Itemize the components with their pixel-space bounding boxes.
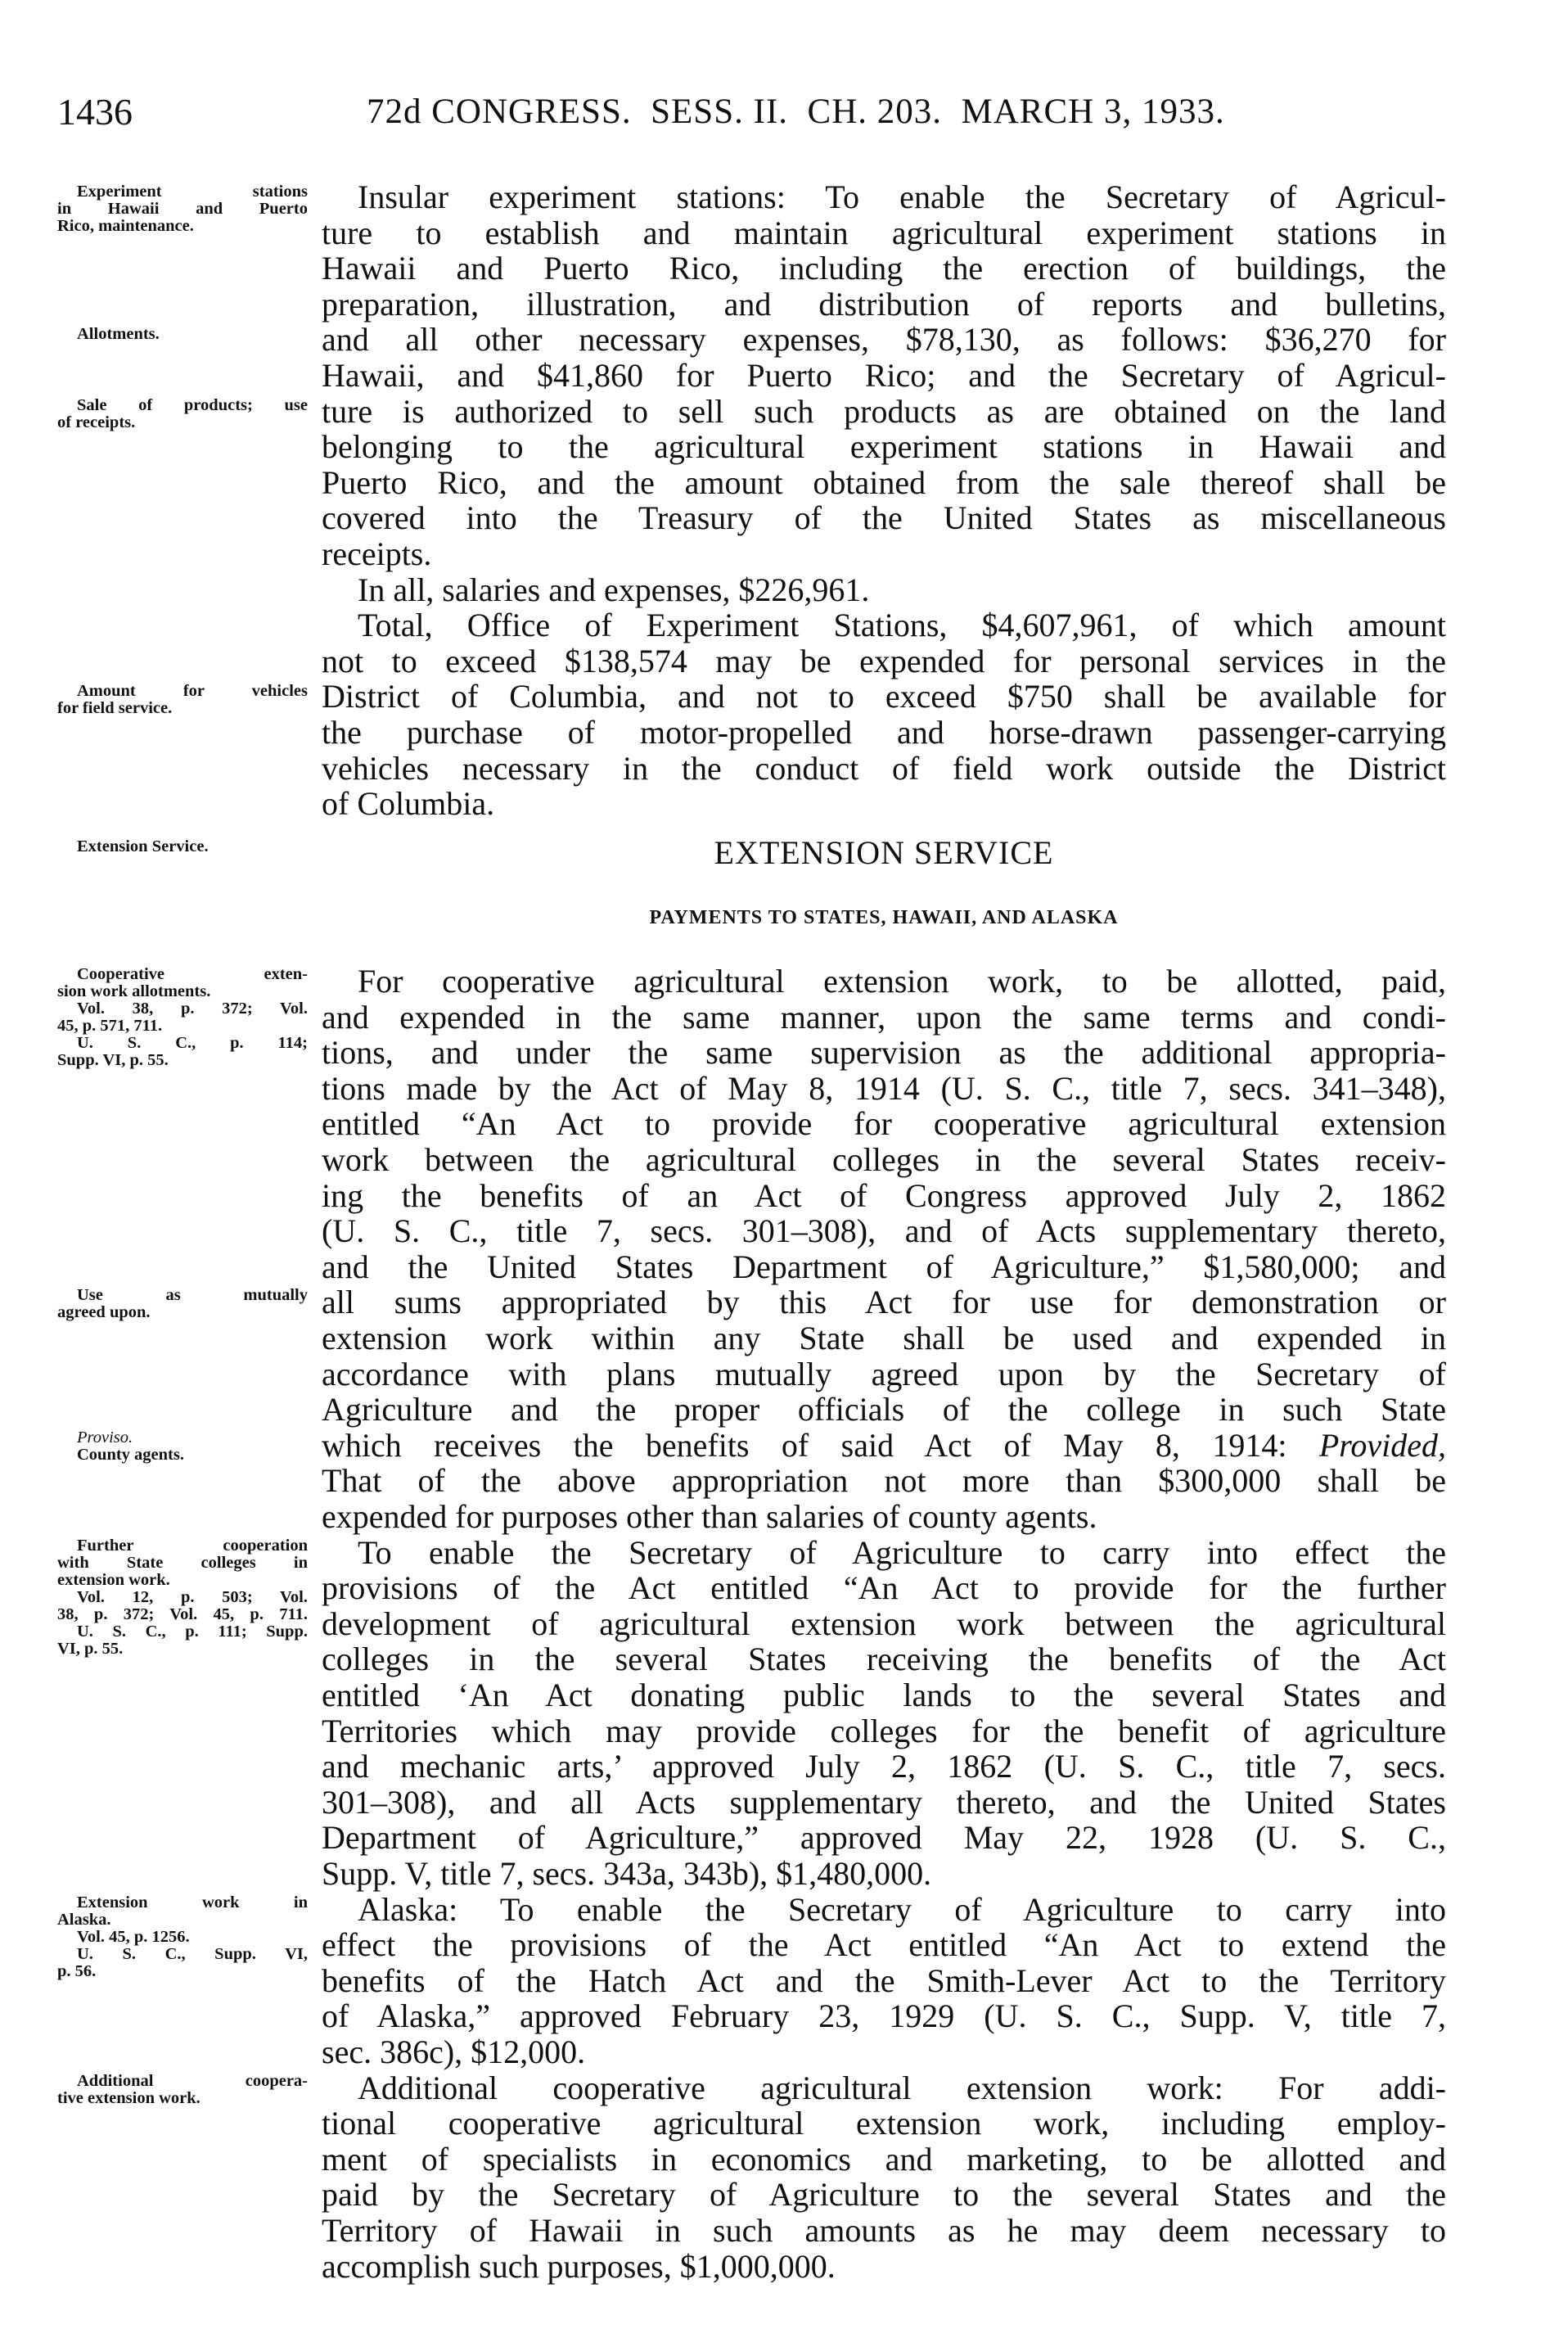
- provided-word: Provided,: [1318, 1426, 1446, 1464]
- body-line: entitled “An Act to provide for cooperative agricultural extension: [322, 1105, 1446, 1143]
- body-line: all sums appropriated by this Act for use for demonstration or: [322, 1284, 1446, 1321]
- body-line: ing the benefits of an Act of Congress approved July 2, 1862: [322, 1176, 1446, 1214]
- body-line: and mechanic arts,’ approved July 2, 1862 (U. S. C., title 7, secs.: [322, 1748, 1446, 1785]
- margin-citation: p. 56.: [57, 1962, 97, 1980]
- body-line: benefits of the Hatch Act and the Smith-Lever Act to the Territory: [322, 1961, 1446, 1999]
- margin-line: Extension Service.: [77, 837, 209, 855]
- body-line: ment of specialists in economics and marketing, to be allotted and: [322, 2140, 1446, 2178]
- margin-line: Additional coopera-: [77, 2072, 308, 2090]
- margin-line: Cooperative exten-: [77, 965, 308, 983]
- body-line: extension work within any State shall be used and expended in: [322, 1320, 1446, 1356]
- body-line: not to exceed $138,574 may be expended for personal services in the: [322, 642, 1446, 679]
- body-line: development of agricultural extension work between the agricultural: [322, 1605, 1446, 1642]
- heading-extension-service: EXTENSION SERVICE: [714, 834, 1054, 871]
- margin-citation: Vol. 38, p. 372; Vol.: [77, 1000, 308, 1018]
- margin-note-extension-alaska: [57, 1894, 308, 1980]
- margin-line: tive extension work.: [57, 2089, 201, 2107]
- margin-line: Sale of products; use: [77, 396, 308, 414]
- margin-line: sion work allotments.: [57, 982, 211, 1000]
- subheading-payments: PAYMENTS TO STATES, HAWAII, AND ALASKA: [649, 907, 1119, 928]
- body-line: Territories which may provide colleges for the benefit of agriculture: [322, 1712, 1446, 1749]
- margin-note-sale-of-products: [57, 397, 308, 431]
- body-line: and expended in the same manner, upon the same terms and condi-: [322, 998, 1446, 1036]
- margin-line: extension work.: [57, 1571, 170, 1589]
- body-line: Alaska: To enable the Secretary of Agriculture to carry into: [358, 1890, 1446, 1928]
- margin-citation: U. S. C., p. 114;: [77, 1034, 308, 1052]
- margin-line: Further cooperation: [77, 1537, 308, 1555]
- body-line: (U. S. C., title 7, secs. 301–308), and of Acts supplementary thereto,: [322, 1212, 1446, 1250]
- margin-note-amount-for-vehicles: [57, 683, 308, 717]
- body-line: which receives the benefits of said Act of May 8, 1914: Provided,: [322, 1426, 1446, 1464]
- body-line: accomplish such purposes, $1,000,000.: [322, 2247, 836, 2285]
- margin-note-extension-service: [57, 838, 308, 855]
- margin-line: Rico, maintenance.: [57, 217, 194, 235]
- body-line: entitled ‘An Act donating public lands to the several States and: [322, 1677, 1446, 1713]
- margin-line: Proviso.: [77, 1429, 133, 1447]
- running-title: 72d CONGRESS. SESS. II. CH. 203. MARCH 3, 1933.: [367, 93, 1225, 131]
- margin-line: for field service.: [57, 699, 173, 717]
- body-line: Territory of Hawaii in such amounts as he may deem necessary to: [322, 2212, 1446, 2249]
- margin-citation: 38, p. 372; Vol. 45, p. 711.: [57, 1605, 308, 1623]
- body-line: ture is authorized to sell such products as are obtained on the land: [322, 392, 1446, 430]
- margin-line: Experiment stations: [77, 183, 308, 201]
- margin-citation: U. S. C., p. 111; Supp.: [77, 1623, 308, 1641]
- margin-line: County agents.: [77, 1446, 184, 1464]
- margin-line: Allotments.: [77, 325, 160, 343]
- body-line: tions made by the Act of May 8, 1914 (U. S. C., title 7, secs. 341–348),: [322, 1069, 1446, 1107]
- body-line: and the United States Department of Agriculture,” $1,580,000; and: [322, 1248, 1446, 1285]
- body-line: accordance with plans mutually agreed upon by the Secretary of: [322, 1355, 1446, 1392]
- body-line: tional cooperative agricultural extension work, including employ-: [322, 2105, 1446, 2142]
- margin-line: Amount for vehicles: [77, 682, 308, 700]
- margin-line: with State colleges in: [57, 1554, 308, 1572]
- body-line: work between the agricultural colleges in the several States receiv-: [322, 1141, 1446, 1178]
- margin-note-proviso: [57, 1429, 308, 1464]
- page-number: 1436: [57, 91, 133, 133]
- margin-citation: Supp. VI, p. 55.: [57, 1051, 169, 1069]
- body-line: belonging to the agricultural experiment stations in Hawaii and: [322, 428, 1446, 466]
- margin-line: agreed upon.: [57, 1303, 151, 1321]
- body-line: ture to establish and maintain agricultural experiment stations in: [322, 214, 1446, 251]
- margin-line: Use as mutually: [77, 1286, 308, 1304]
- body-line: Hawaii and Puerto Rico, including the erection of buildings, the: [322, 250, 1446, 287]
- body-line: the purchase of motor-propelled and horse-drawn passenger-carrying: [322, 714, 1446, 751]
- body-line: Additional cooperative agricultural extension work: For addi-: [358, 2069, 1446, 2106]
- margin-citation: 45, p. 571, 711.: [57, 1017, 163, 1035]
- margin-line: Extension work in: [77, 1893, 308, 1911]
- body-line: paid by the Secretary of Agriculture to the several States and the: [322, 2176, 1446, 2214]
- margin-note-cooperative-extension: [57, 966, 308, 1069]
- body-line: To enable the Secretary of Agriculture to carry into effect the: [358, 1533, 1446, 1571]
- body-line: In all, salaries and expenses, $226,961.: [358, 571, 870, 608]
- body-line: That of the above appropriation not more than $300,000 shall be: [322, 1462, 1446, 1500]
- body-line: of Alaska,” approved February 23, 1929 (U. S. C., Supp. V, title 7,: [322, 1997, 1446, 2035]
- margin-line: of receipts.: [57, 413, 136, 431]
- margin-citation: Vol. 45, p. 1256.: [77, 1928, 190, 1946]
- body-line: colleges in the several States receiving the benefits of the Act: [322, 1641, 1446, 1678]
- body-line: provisions of the Act entitled “An Act to provide for the further: [322, 1569, 1446, 1607]
- body-line: receipts.: [322, 535, 432, 572]
- margin-citation: VI, p. 55.: [57, 1640, 124, 1658]
- body-line: District of Columbia, and not to exceed $750 shall be available for: [322, 678, 1446, 715]
- body-line: and all other necessary expenses, $78,130, as follows: $36,270 for: [322, 321, 1446, 359]
- margin-citation: Vol. 12, p. 503; Vol.: [77, 1588, 308, 1606]
- body-line: preparation, illustration, and distribution of reports and bulletins,: [322, 285, 1446, 323]
- margin-note-additional-cooperative: [57, 2073, 308, 2107]
- margin-line: Alaska.: [57, 1911, 111, 1929]
- body-line: Department of Agriculture,” approved May 22, 1928 (U. S. C.,: [322, 1819, 1446, 1857]
- margin-note-further-cooperation: [57, 1537, 308, 1658]
- body-line: Puerto Rico, and the amount obtained from the sale thereof shall be: [322, 463, 1446, 501]
- body-line: Agriculture and the proper officials of the college in such State: [322, 1391, 1446, 1429]
- body-line: effect the provisions of the Act entitled “An Act to extend the: [322, 1926, 1446, 1964]
- body-line: Total, Office of Experiment Stations, $4,607,961, of which amount: [358, 607, 1446, 644]
- body-line: sec. 386c), $12,000.: [322, 2033, 586, 2070]
- body-line: tions, and under the same supervision as the additional appropria-: [322, 1034, 1446, 1072]
- body-line: Hawaii, and $41,860 for Puerto Rico; and the Secretary of Agricul-: [322, 357, 1446, 394]
- body-line: Supp. V, title 7, secs. 343a, 343b), $1,480,000.: [322, 1855, 932, 1892]
- body-line: Insular experiment stations: To enable the Secretary of Agricul-: [358, 178, 1446, 215]
- body-line: vehicles necessary in the conduct of field work outside the District: [322, 749, 1446, 787]
- margin-citation: U. S. C., Supp. VI,: [77, 1945, 308, 1963]
- body-line: covered into the Treasury of the United States as miscellaneous: [322, 499, 1446, 537]
- body-line: of Columbia.: [322, 785, 495, 823]
- body-line: expended for purposes other than salaries of county agents.: [322, 1498, 1097, 1535]
- margin-note-use-as-mutually: [57, 1287, 308, 1321]
- margin-note-allotments: [57, 326, 308, 343]
- margin-line: in Hawaii and Puerto: [57, 200, 308, 218]
- body-line: 301–308), and all Acts supplementary thereto, and the United States: [322, 1783, 1446, 1821]
- body-line: For cooperative agricultural extension work, to be allotted, paid,: [358, 963, 1446, 1000]
- margin-note-experiment-stations: [57, 183, 308, 235]
